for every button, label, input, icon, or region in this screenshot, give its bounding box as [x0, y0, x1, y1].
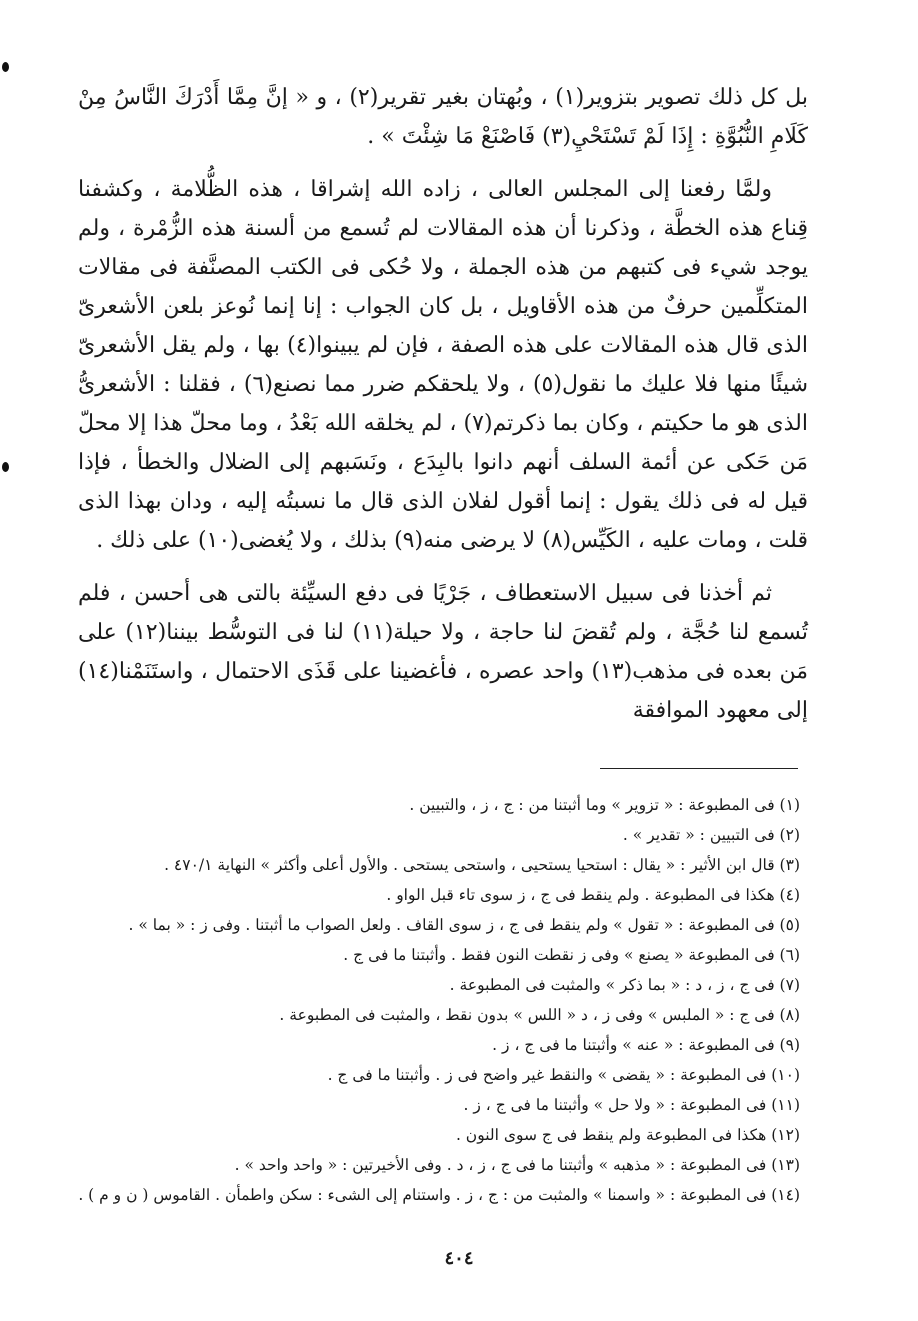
- footnote: (٩) فى المطبوعة : « عنه » وأثبتنا ما فى ج ، ز .: [492, 1036, 800, 1054]
- footnote: (٨) فى ج : « الملبس » وفى ز ، د « اللس » بدون نقط ، والمثبت فى المطبوعة .: [279, 1006, 800, 1024]
- main-text: [78, 78, 808, 744]
- footnote: (١٠) فى المطبوعة : « يقضى » والنقط غير واضح فى ز . وأثبتنا ما فى ج .: [327, 1066, 800, 1084]
- footnote: (٧) فى ج ، ز ، د : « بما ذكر » والمثبت فى المطبوعة .: [449, 976, 800, 994]
- footnote: (١٣) فى المطبوعة : « مذهبه » وأثبتنا ما فى ج ، ز ، د . وفى الأخيرتين : « واحد واحد » .: [234, 1156, 800, 1174]
- footnote: (١١) فى المطبوعة : « ولا حل » وأثبتنا ما فى ج ، ز .: [463, 1096, 800, 1114]
- scan-mark: [2, 462, 9, 472]
- footnote: (٥) فى المطبوعة : « تقول » ولم ينقط فى ج ، ز سوى القاف . ولعل الصواب ما أثبتنا . وفى ز : « بما » .: [128, 916, 800, 934]
- footnote-separator: [600, 768, 798, 769]
- paragraph: ولمَّا رفعنا إلى المجلس العالى ، زاده الله إشراقا ، هذه الظُّلامة ، وكشفنا قِناع هذه الخطَّة ، وذكرنا أن هذه المقالات لم تُسمع من ألسنة هذه الزُّمْرة ، ولم يوجد شيء فى كتبهم من هذه الجملة ، ولا حُكى فى الكتب المصنَّفة فى مقالات المتكلِّمين حرفٌ من هذه الأقاويل ، بل كان الجواب : إنا إنما نُوعز بلعن الأشعرىّ الذى قال هذه المقالات على هذه الصفة ، فإن لم يبينوا(٤) بها ، ولم يقل الأشعرىّ شيئًا منها فلا عليك ما نقول(٥) ، ولا يلحقكم ضرر مما نصنع(٦) ، فقلنا : الأشعرىُّ الذى هو ما حكيتم ، وكان بما ذكرتم(٧) ، لم يخلقه الله بَعْدُ ، وما محلّ هذا إلا محلّ مَن حَكى عن أئمة السلف أنهم دانوا بالبِدَع ، ونَسَبهم إلى الضلال والخطأ ، فإذا قيل له فى ذلك يقول : إنما أقول لفلان الذى قال ما نسبتُه إليه ، ودان بهذا الذى قلت ، ومات عليه ، الكَيِّس(٨) لا يرضى منه(٩) بذلك ، ولا يُغضى(١٠) على ذلك .: [78, 177, 809, 553]
- footnote: (٤) هكذا فى المطبوعة . ولم ينقط فى ج ، ز سوى تاء قبل الواو .: [386, 886, 800, 904]
- footnote: (١٢) هكذا فى المطبوعة ولم ينقط فى ج سوى النون .: [455, 1126, 800, 1144]
- footnote: (٦) فى المطبوعة « يصنع » وفى ز نقطت النون فقط . وأثبتنا ما فى ج .: [343, 946, 800, 964]
- page-number: ٤٠٤: [444, 1248, 474, 1269]
- footnote: (٢) فى التبيين : « تقدير » .: [622, 826, 800, 844]
- paragraph: بل كل ذلك تصوير بتزوير(١) ، وبُهتان بغير تقرير(٢) ، و « إنَّ مِمَّا أَدْرَكَ النَّاسُ مِنْ كَلَامِ النُّبُوَّةِ : إِذَا لَمْ تَسْتَحْيِ(٣) فَاصْنَعْ مَا شِئْتَ » .: [78, 85, 808, 149]
- footnote: (٣) قال ابن الأثير : « يقال : استحيا يستحيى ، واستحى يستحى . والأول أعلى وأكثر » النهاية ٤٧٠/١ .: [164, 856, 800, 874]
- scan-mark: [2, 62, 9, 72]
- footnote: (١٤) فى المطبوعة : « واسمنا » والمثبت من : ج ، ز . واستنام إلى الشىء : سكن واطمأن . القاموس ( ن و م ) .: [78, 1186, 800, 1204]
- paragraph: ثم أخذنا فى سبيل الاستعطاف ، جَرْيًا فى دفع السيِّئة بالتى هى أحسن ، فلم تُسمع لنا حُجَّة ، ولم تُقضَ لنا حاجة ، ولا حيلة(١١) لنا فى التوسُّط بيننا(١٢) على مَن بعده فى مذهب(١٣) واحد عصره ، فأغضينا على قَذَى الاحتمال ، واستَنَمْنا(١٤) إلى معهود الموافقة: [78, 581, 809, 723]
- footnotes: [70, 790, 800, 1210]
- footnote: (١) فى المطبوعة : « تزوير » وما أثبتنا من : ج ، ز ، والتبيين .: [409, 796, 800, 814]
